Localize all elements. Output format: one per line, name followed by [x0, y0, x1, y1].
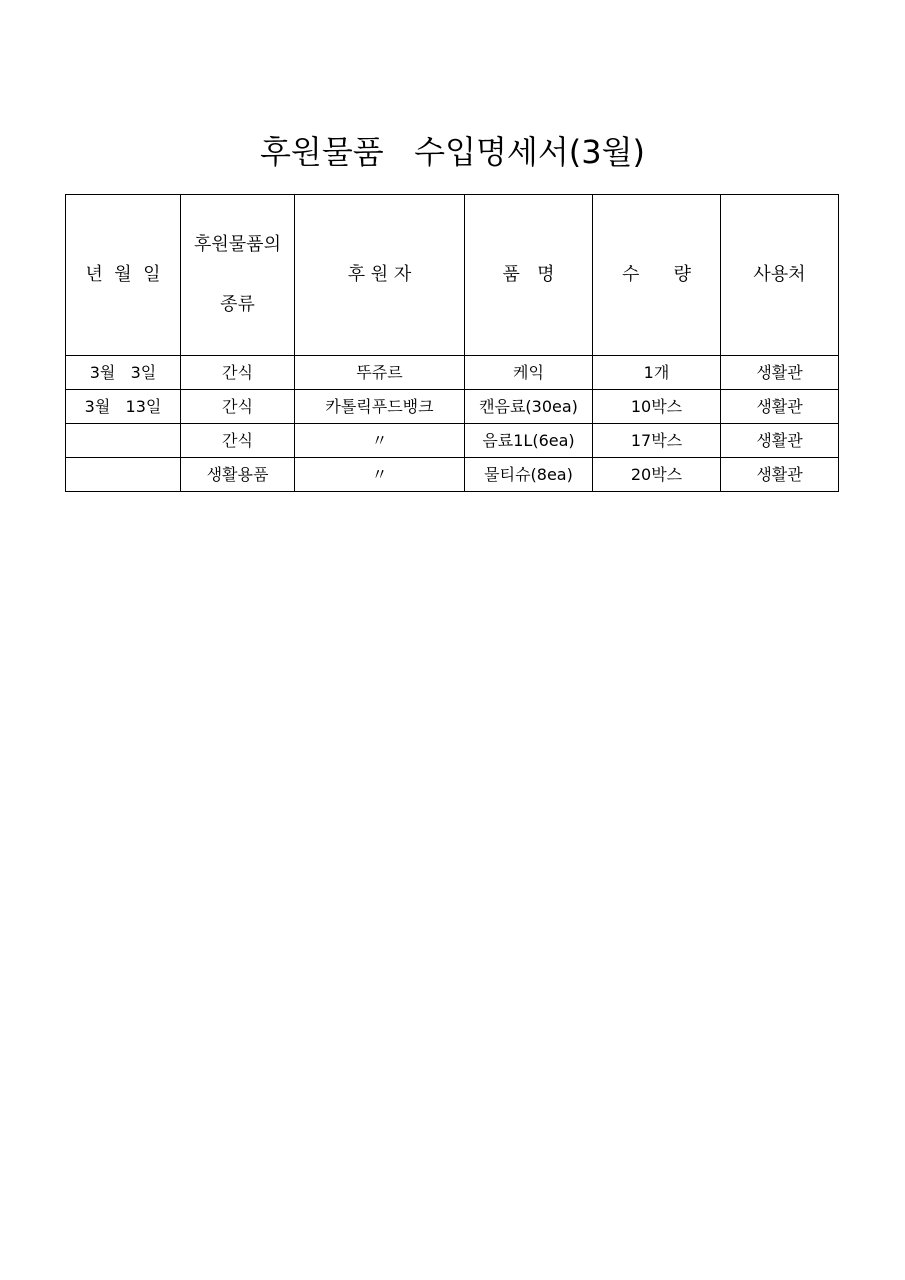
cell-item-kind: 간식: [181, 424, 295, 458]
table-row: [66, 458, 839, 492]
cell-usage: 생활관: [721, 458, 839, 492]
document-title: 후원물품 수입명세서(3월): [260, 133, 645, 171]
header-date: 년 월 일: [66, 195, 181, 356]
cell-donor: 〃: [295, 424, 465, 458]
cell-donor: 뚜쥬르: [295, 356, 465, 390]
cell-quantity: 1개: [593, 356, 721, 390]
header-item-kind-line1: 후원물품의: [194, 234, 281, 255]
donation-ledger-table: [65, 194, 839, 492]
cell-date: 3월 3일: [66, 356, 181, 390]
cell-quantity: 17박스: [593, 424, 721, 458]
table-row: [66, 424, 839, 458]
header-quantity: 수 량: [593, 195, 721, 356]
table-row: [66, 356, 839, 390]
cell-date: [66, 424, 181, 458]
cell-quantity: 20박스: [593, 458, 721, 492]
cell-item-name: 음료1L(6ea): [465, 424, 593, 458]
cell-item-name: 케익: [465, 356, 593, 390]
cell-donor: 〃: [295, 458, 465, 492]
cell-donor: 카톨릭푸드뱅크: [295, 390, 465, 424]
cell-quantity: 10박스: [593, 390, 721, 424]
cell-date: [66, 458, 181, 492]
cell-item-kind: 간식: [181, 390, 295, 424]
header-item-kind: [181, 195, 295, 356]
cell-usage: 생활관: [721, 390, 839, 424]
header-usage: 사용처: [721, 195, 839, 356]
cell-date: 3월 13일: [66, 390, 181, 424]
cell-item-kind: 간식: [181, 356, 295, 390]
cell-usage: 생활관: [721, 356, 839, 390]
header-donor: 후 원 자: [295, 195, 465, 356]
cell-usage: 생활관: [721, 424, 839, 458]
cell-item-name: 물티슈(8ea): [465, 458, 593, 492]
table-row: [66, 390, 839, 424]
header-item-name: 품 명: [465, 195, 593, 356]
header-item-kind-line2: 종류: [220, 294, 255, 315]
cell-item-name: 캔음료(30ea): [465, 390, 593, 424]
table-header-row: [66, 195, 839, 356]
cell-item-kind: 생활용품: [181, 458, 295, 492]
